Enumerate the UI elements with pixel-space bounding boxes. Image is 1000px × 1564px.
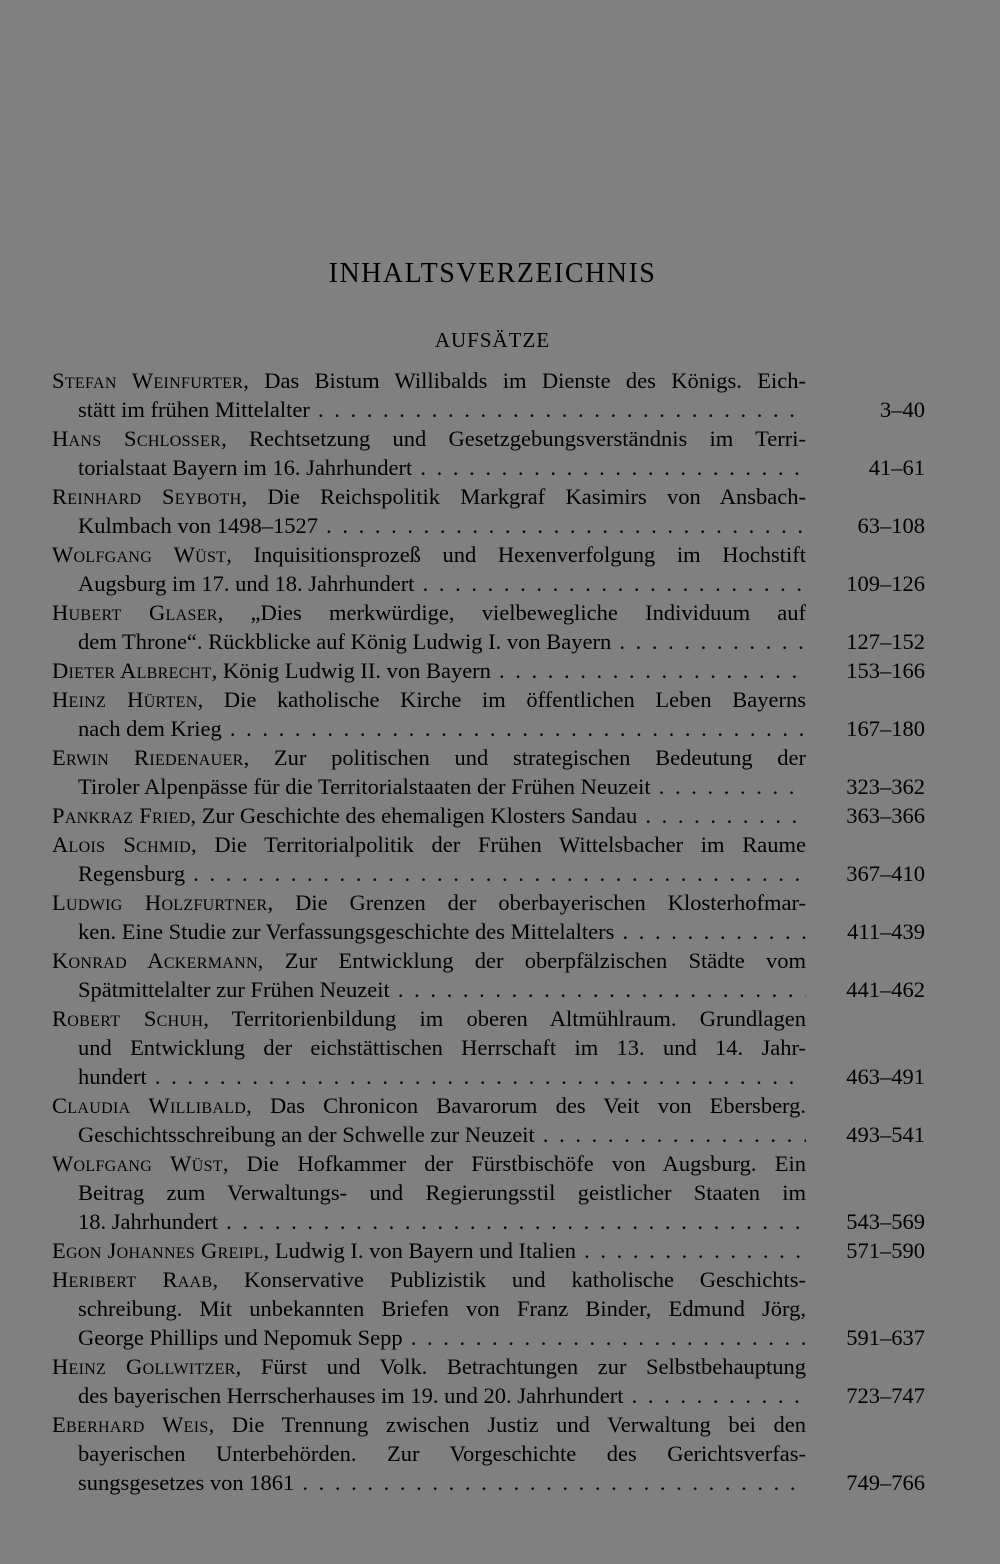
toc-author: Erwin Riedenauer — [52, 745, 244, 770]
toc-entry-line — [0, 1294, 1000, 1323]
toc-entry-line: Eberhard Weis, Die Trennung zwischen Justiz und Verwaltung bei den — [52, 1412, 806, 1437]
toc-title-text: Kulmbach von 1498–1527 — [78, 513, 318, 538]
toc-title-text: Rechtsetzung und Gesetzgebungsverständnis im Terri- — [248, 426, 807, 451]
toc-entry — [0, 598, 1000, 656]
toc-entry-line: Erwin Riedenauer, Zur politischen und strategischen Bedeutung der — [52, 745, 806, 770]
toc-title-text: Geschichtsschreibung an der Schwelle zur Neuzeit — [78, 1122, 535, 1147]
toc-entry-line: Heinz Hürten, Die katholische Kirche im öffentlichen Leben Bayerns — [52, 687, 806, 712]
toc-page-range: 3–40 — [880, 397, 925, 422]
toc-page-range: 167–180 — [846, 716, 925, 741]
toc-author: Stefan Weinfurter — [52, 368, 244, 393]
toc-entry-line — [0, 627, 1000, 656]
toc-title-text: Regensburg — [78, 861, 186, 886]
toc-page-range: 493–541 — [846, 1122, 925, 1147]
toc-entry-line — [0, 1381, 1000, 1410]
toc-entry-line: Dieter Albrecht, König Ludwig II. von Bayern . . . 153–166 — [0, 656, 1000, 685]
toc-entry-line — [0, 1468, 1000, 1497]
toc-author: Claudia Willibald — [52, 1093, 247, 1118]
toc-entry-line — [0, 917, 1000, 946]
toc-title-text: Die Hofkammer der Fürstbischöfe von Augsburg. Ein — [246, 1151, 806, 1176]
toc-entry-line: Robert Schuh, Territorienbildung im oberen Altmühlraum. Grundlagen — [52, 1006, 806, 1031]
toc-entry — [0, 1149, 1000, 1236]
toc-page-range: 323–362 — [846, 774, 925, 799]
toc-entry-line: Heribert Raab, Konservative Publizistik und katholische Geschichts- — [52, 1267, 806, 1292]
toc-author: Ludwig Holzfurtner — [52, 890, 268, 915]
toc-page-range: 463–491 — [846, 1064, 925, 1089]
section-heading: AUFSÄTZE — [434, 328, 551, 352]
toc-entry-line — [0, 453, 1000, 482]
toc-title-text: stätt im frühen Mittelalter — [78, 397, 310, 422]
toc-author: Heribert Raab — [52, 1267, 213, 1292]
toc-title-text: Fürst und Volk. Betrachtungen zur Selbstbehauptung — [260, 1354, 806, 1379]
toc-page-range: 63–108 — [857, 513, 925, 538]
toc-entry-line — [0, 1439, 1000, 1468]
toc-entry-line: Heinz Gollwitzer, Fürst und Volk. Betrachtungen zur Selbstbehauptung — [52, 1354, 806, 1379]
toc-entry-line — [0, 714, 1000, 743]
toc-entry-line: Wolfgang Wüst, Inquisitionsprozeß und Hexenverfolgung im Hochstift — [52, 542, 806, 567]
toc-author: Hubert Glaser — [52, 600, 218, 625]
toc-title-text: George Phillips und Nepomuk Sepp — [78, 1325, 403, 1350]
toc-title-text: Das Chronicon Bavarorum des Veit von Ebersberg. — [269, 1093, 807, 1118]
toc-page-range: 153–166 — [846, 658, 925, 683]
toc-title-text: torialstaat Bayern im 16. Jahrhundert — [78, 455, 413, 480]
toc-title-text: Die Grenzen der oberbayerischen Klosterhofmar- — [295, 890, 806, 915]
toc-page-range: 749–766 — [846, 1470, 925, 1495]
toc-entry-line — [0, 1033, 1000, 1062]
toc-author: Robert Schuh — [52, 1006, 204, 1031]
toc-page-range: 127–152 — [846, 629, 925, 654]
toc-entry-line — [0, 1207, 1000, 1236]
toc-entry-line — [0, 772, 1000, 801]
toc-entry-line: Egon Johannes Greipl, Ludwig I. von Bayern und Italien . . . 571–590 — [0, 1236, 1000, 1265]
toc-title-text: Inquisitionsprozeß und Hexenverfolgung im Hochstift — [253, 542, 806, 567]
toc-title-text: 18. Jahrhundert — [78, 1209, 218, 1234]
toc-title-text: nach dem Krieg — [78, 716, 222, 741]
toc-title-text: und Entwicklung der eichstättischen Herrschaft im 13. und 14. Jahr- — [78, 1035, 806, 1060]
toc-title-text: Zur politischen und strategischen Bedeutung der — [273, 745, 806, 770]
toc-page-range: 591–637 — [846, 1325, 925, 1350]
toc-entry-line: Claudia Willibald, Das Chronicon Bavarorum des Veit von Ebersberg. — [52, 1093, 807, 1118]
toc-title-text: Konservative Publizistik und katholische Geschichts- — [243, 1267, 806, 1292]
toc-entry-line: Konrad Ackermann, Zur Entwicklung der oberpfälzischen Städte vom — [52, 948, 807, 973]
toc-entry-line — [0, 859, 1000, 888]
toc-title-text: Die Reichspolitik Markgraf Kasimirs von Ansbach- — [267, 484, 806, 509]
toc-entry-line: Hans Schlosser, Rechtsetzung und Gesetzgebungsverständnis im Terri- — [52, 426, 807, 451]
toc-page-range: 41–61 — [868, 455, 925, 480]
toc-title-text: dem Throne“. Rückblicke auf König Ludwig I. von Bayern — [78, 629, 612, 654]
toc-entry-line: Hubert Glaser, „Dies merkwürdige, vielbewegliche Individuum auf — [52, 600, 806, 625]
toc-author: Reinhard Seyboth — [52, 484, 242, 509]
toc-title-text: hundert — [78, 1064, 147, 1089]
toc-page-range: 571–590 — [846, 1238, 925, 1263]
toc-page-range: 441–462 — [846, 977, 925, 1002]
toc-entry — [0, 656, 1000, 685]
toc-page-range: 363–366 — [846, 803, 925, 828]
toc-page-range: 723–747 — [846, 1383, 925, 1408]
toc-author: Wolfgang Wüst — [52, 1151, 223, 1176]
toc-author: Eberhard Weis — [52, 1412, 209, 1437]
toc-author: Alois Schmid — [52, 832, 191, 857]
toc-title-text: „Dies merkwürdige, vielbewegliche Individuum auf — [250, 600, 806, 625]
toc-entry-line — [0, 511, 1000, 540]
toc-title-text: Beitrag zum Verwaltungs- und Regierungsstil geistlicher Staaten im — [78, 1180, 806, 1205]
toc-title-text: Ludwig I. von Bayern und Italien — [274, 1238, 576, 1263]
toc-title-text: Augsburg im 17. und 18. Jahrhundert — [78, 571, 415, 596]
toc-title-text: schreibung. Mit unbekannten Briefen von Franz Binder, Edmund Jörg, — [78, 1296, 806, 1321]
toc-entry-line — [0, 1178, 1000, 1207]
toc-entry — [0, 743, 1000, 801]
toc-entry-line: Stefan Weinfurter, Das Bistum Willibalds im Dienste des Königs. Eich- — [52, 368, 806, 393]
page-title: INHALTSVERZEICHNIS — [328, 258, 657, 289]
toc-entry — [0, 366, 1000, 424]
toc-entry-line — [0, 569, 1000, 598]
toc-entry — [0, 1004, 1000, 1091]
toc-entry — [0, 888, 1000, 946]
toc-entry-line: Wolfgang Wüst, Die Hofkammer der Fürstbischöfe von Augsburg. Ein — [52, 1151, 806, 1176]
toc-title-text: Spätmittelalter zur Frühen Neuzeit — [78, 977, 390, 1002]
toc-entry — [0, 1352, 1000, 1410]
toc-entry — [0, 1410, 1000, 1497]
toc-title-text: Zur Entwicklung der oberpfälzischen Städte vom — [284, 948, 807, 973]
toc-author: Dieter Albrecht — [52, 658, 212, 683]
toc-entry-line: Ludwig Holzfurtner, Die Grenzen der oberbayerischen Klosterhofmar- — [52, 890, 806, 915]
toc-entry — [0, 1091, 1000, 1149]
toc-entry — [0, 801, 1000, 830]
toc-title-text: Die Territorialpolitik der Frühen Wittelsbacher im Raume — [214, 832, 806, 857]
toc-title-text: Das Bistum Willibalds im Dienste des Königs. Eich- — [264, 368, 806, 393]
toc-entry-line: Alois Schmid, Die Territorialpolitik der Frühen Wittelsbacher im Raume — [52, 832, 806, 857]
toc-title-text: sungsgesetzes von 1861 — [78, 1470, 295, 1495]
toc-entry-line — [0, 1120, 1000, 1149]
toc-entry-line — [0, 975, 1000, 1004]
toc-entry-line: Reinhard Seyboth, Die Reichspolitik Markgraf Kasimirs von Ansbach- — [52, 484, 806, 509]
toc-author: Wolfgang Wüst — [52, 542, 227, 567]
toc-title-text: ken. Eine Studie zur Verfassungsgeschichte des Mittelalters — [78, 919, 615, 944]
toc-entry-line — [0, 1323, 1000, 1352]
toc-title-text: Territorienbildung im oberen Altmühlraum. Grundlagen — [231, 1006, 806, 1031]
toc-entry — [0, 946, 1000, 1004]
toc-author: Heinz Hürten — [52, 687, 198, 712]
table-of-contents — [0, 366, 1000, 1497]
toc-entry — [0, 685, 1000, 743]
toc-author: Konrad Ackermann — [52, 948, 258, 973]
toc-page-range: 543–569 — [846, 1209, 925, 1234]
toc-title-text: bayerischen Unterbehörden. Zur Vorgeschichte des Gerichtsverfas- — [78, 1441, 806, 1466]
toc-title-text: Die katholische Kirche im öffentlichen Leben Bayerns — [223, 687, 806, 712]
toc-entry — [0, 540, 1000, 598]
toc-author: Heinz Gollwitzer — [52, 1354, 236, 1379]
toc-page-range: 411–439 — [847, 919, 925, 944]
toc-entry — [0, 482, 1000, 540]
toc-entry-line — [0, 1062, 1000, 1091]
toc-title-text: des bayerischen Herrscherhauses im 19. und 20. Jahrhundert — [78, 1383, 624, 1408]
toc-title-text: Die Trennung zwischen Justiz und Verwaltung bei den — [231, 1412, 806, 1437]
toc-entry — [0, 424, 1000, 482]
toc-author: Pankraz Fried — [52, 803, 191, 828]
toc-page-range: 109–126 — [846, 571, 925, 596]
toc-entry-line: Pankraz Fried, Zur Geschichte des ehemaligen Klosters Sandau . . . 363–366 — [0, 801, 1000, 830]
toc-page-range: 367–410 — [846, 861, 925, 886]
toc-entry — [0, 1236, 1000, 1265]
toc-title-text: König Ludwig II. von Bayern — [222, 658, 491, 683]
toc-author: Hans Schlosser — [52, 426, 222, 451]
toc-entry — [0, 1265, 1000, 1352]
toc-entry — [0, 830, 1000, 888]
toc-title-text: Zur Geschichte des ehemaligen Klosters Sandau — [201, 803, 638, 828]
toc-author: Egon Johannes Greipl — [52, 1238, 264, 1263]
toc-entry-line — [0, 395, 1000, 424]
toc-title-text: Tiroler Alpenpässe für die Territorialstaaten der Frühen Neuzeit — [78, 774, 651, 799]
